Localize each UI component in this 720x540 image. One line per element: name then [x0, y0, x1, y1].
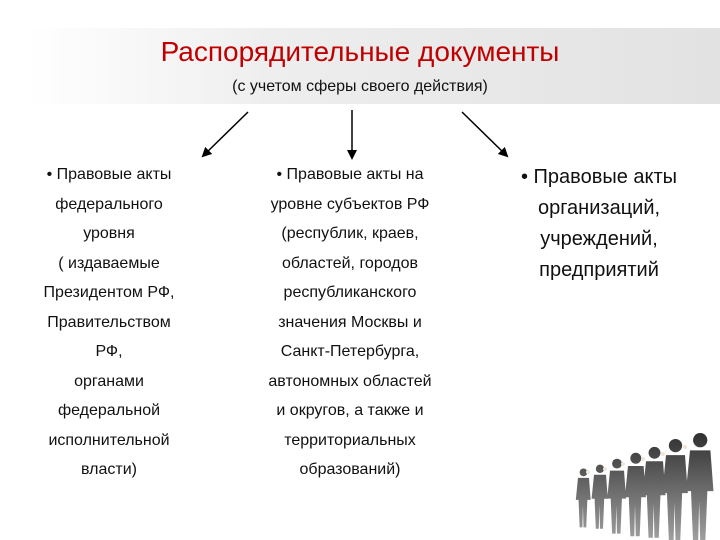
column-line: РФ,: [95, 343, 123, 360]
column-line: • Правовые акты на: [276, 166, 424, 183]
column-line: Правительством: [47, 313, 171, 331]
column-line: федеральной: [57, 402, 161, 419]
column-regional: [236, 160, 464, 485]
column-line: уровня: [83, 225, 135, 242]
column-line: (республик, краев,: [281, 225, 419, 242]
column-line: предприятий: [539, 259, 659, 281]
column-line: Санкт-Петербурга,: [280, 343, 420, 360]
column-federal: [14, 160, 204, 485]
column-line: власти): [81, 461, 137, 478]
column-line: органами: [74, 372, 144, 390]
column-line: областей, городов: [281, 254, 418, 272]
column-line: федерального: [55, 195, 163, 213]
column-line: Президентом РФ,: [43, 284, 175, 301]
column-line: автономных областей: [268, 372, 432, 390]
column-line: уровне субъектов РФ: [270, 195, 430, 213]
business-people-image: [560, 428, 720, 540]
column-line: учреждений,: [540, 228, 658, 250]
column-line: образований): [299, 461, 401, 478]
column-line: ( издаваемые: [58, 254, 160, 272]
arrow-left: [203, 112, 248, 156]
column-line: исполнительной: [48, 431, 170, 449]
column-line: организаций,: [537, 197, 661, 219]
column-line: значения Москвы и: [278, 313, 422, 331]
column-line: территориальных: [284, 431, 416, 449]
column-organization: [488, 162, 710, 286]
column-line: • Правовые акты: [520, 166, 677, 188]
column-line: республиканского: [283, 284, 417, 301]
column-line: • Правовые акты: [46, 166, 172, 183]
arrow-right: [462, 112, 507, 156]
page-subtitle: (с учетом сферы своего действия): [232, 78, 488, 95]
column-line: и округов, а также и: [276, 402, 424, 419]
page-title: Распорядительные документы: [160, 36, 560, 67]
